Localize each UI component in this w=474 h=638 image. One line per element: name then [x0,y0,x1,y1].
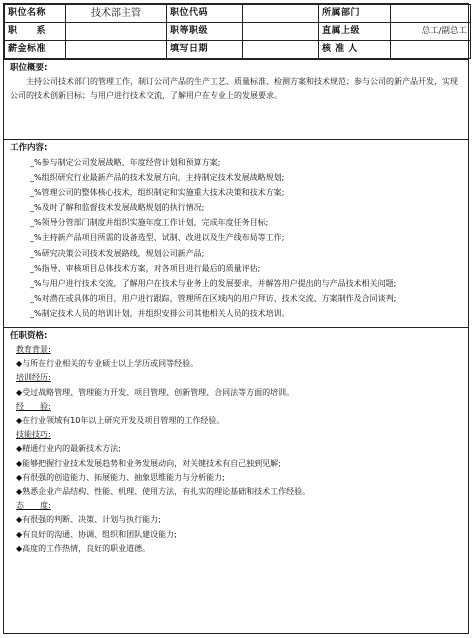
skill-item: ◆能够把握行业技术发展趋势和业务发展动向，对关键技术有自己独到见解; [16,458,281,468]
position-code-label: 职位代码 [167,5,243,23]
overview-title: 职位概要: [10,63,48,73]
job-grade-value [243,23,319,41]
job-family-value [66,23,167,41]
duty-item: _%参与制定公司发展战略、年度经营计划和预算方案; [30,158,221,167]
job-description-document [3,3,469,634]
duty-item: _%研究决策公司技术发展路线，规划公司新产品; [30,248,205,258]
salary-label: 薪金标准 [5,41,66,59]
duties-title: 工作内容: [10,143,48,153]
duty-item: _%与用户进行技术交流，了解用户在技术与业务上的发展要求，并解答用户提出的与产品技术相关问题; [30,278,397,288]
duty-item: _%制定技术人员的培训计划，并组织安排公司其他相关人员的技术培训。 [30,308,290,318]
attitude-item: ◆有很强的判断、决策、计划与执行能力; [16,515,161,525]
duty-item: _%及时了解和监督技术发展战略规划的执行情况; [30,203,205,213]
duty-item: _%主持新产品项目所需的设备选型、试制、改进以及生产线布局等工作; [30,233,285,243]
education-label: 教育背景: [16,345,51,354]
supervisor-label: 直属上级 [319,23,391,41]
duty-item: _%领导分管部门制度并组织实施年度工作计划，完成年度任务目标; [30,218,269,228]
qualifications-section [4,327,468,635]
attitude-item: ◆高度的工作热情，良好的职业道德。 [16,543,151,553]
training-item: ◆受过战略管理、管理能力开发、项目管理、创新管理、合同法等方面的培训。 [16,387,295,397]
overview-section [4,59,468,139]
header-row-3 [5,41,471,59]
training-label: 培训经历: [16,373,51,383]
fill-date-value [243,41,319,59]
duty-item: _%指导、审核项目总体技术方案，对各项目进行最后的质量评估; [30,263,261,273]
header-table [4,4,468,59]
position-code-value [243,5,319,23]
job-family-label: 职 系 [5,23,66,41]
skills-label: 技能技巧: [16,430,51,440]
experience-item: ◆在行业领域有10年以上研究开发及项目管理的工作经验。 [16,416,225,426]
approver-label: 核 准 人 [319,41,391,59]
header-row-1 [5,5,471,23]
overview-text: 主持公司技术部门的管理工作，制订公司产品的生产工艺、质量标准、检测方案和技术规范；参与公司的新产品开发，实现公司的技术创新目标；与用户进行技术交流，了解用户在专业上的发展要求。 [10,77,458,100]
position-name-label: 职位名称 [5,5,66,23]
header-row-2 [5,23,471,41]
duty-item: _%管理公司的整体核心技术，组织制定和实施重大技术决策和技术方案; [30,188,285,198]
fill-date-label: 填写日期 [167,41,243,59]
skill-item: ◆精通行业内的最新技术方法; [16,444,121,454]
experience-label: 经 验: [16,401,51,411]
duties-section [4,139,468,327]
job-grade-label: 职等职级 [167,23,243,41]
qualifications-title: 任职资格: [10,331,48,341]
salary-value [66,41,167,59]
department-label: 所属部门 [319,5,391,23]
duty-item: _%组织研究行业最新产品的技术发展方向，主持制定技术发展战略规划; [30,173,285,183]
position-name-value: 技术部主管 [66,5,167,23]
approver-value [391,41,471,59]
skill-item: ◆有很强的创造能力、拓展能力、抽象思维能力与分析能力; [16,472,225,482]
attitude-label: 态 度: [16,501,51,511]
skill-item: ◆熟悉企业产品结构、性能、机理、使用方法，有扎实的理论基础和技术工作经验。 [16,487,311,497]
supervisor-value: 总工/副总工 [391,23,471,41]
education-item: ◆与所在行业相关的专业硕士以上学历或同等经验。 [16,359,199,369]
duty-item: _%对潜在或具体的项目，用户进行跟踪，管理所在区域内的用户拜访、技术交流、方案制作及合同谈判; [30,293,397,303]
department-value [391,5,471,23]
attitude-item: ◆有良好的沟通、协调、组织和团队建设能力; [16,529,177,539]
